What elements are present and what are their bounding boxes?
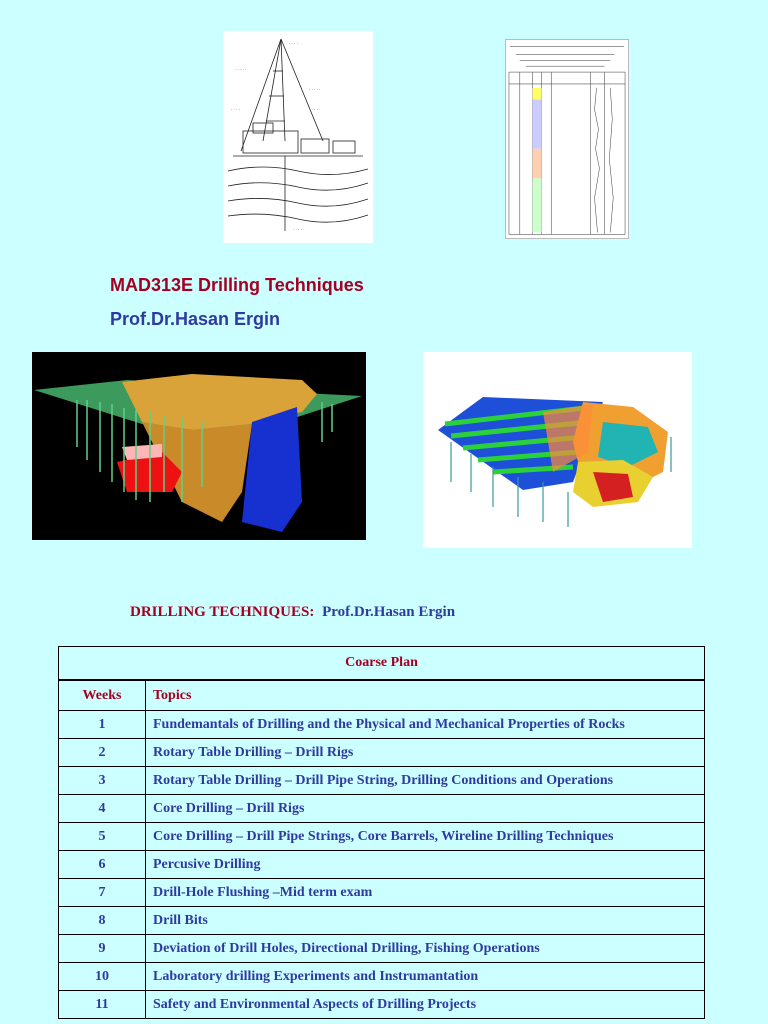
borehole-log-drawing	[506, 40, 628, 238]
column-header-weeks: Weeks	[59, 680, 146, 711]
week-number: 1	[59, 711, 146, 739]
table-title: Coarse Plan	[59, 647, 705, 681]
svg-text:· · · ·: · · · ·	[231, 107, 240, 112]
plan-caption	[130, 604, 455, 621]
week-topic: Safety and Environmental Aspects of Drilling Projects	[146, 991, 705, 1019]
week-number: 8	[59, 907, 146, 935]
week-topic: Fundemantals of Drilling and the Physical and Mechanical Properties of Rocks	[146, 711, 705, 739]
week-number: 4	[59, 795, 146, 823]
table-row	[59, 963, 705, 991]
column-header-topics: Topics	[146, 680, 705, 711]
table-row	[59, 823, 705, 851]
week-number: 7	[59, 879, 146, 907]
table-row	[59, 739, 705, 767]
borehole-log-image	[505, 39, 629, 239]
week-topic: Core Drilling – Drill Rigs	[146, 795, 705, 823]
svg-text:· · · ·: · · · ·	[289, 41, 298, 46]
week-topic: Laboratory drilling Experiments and Instrumantation	[146, 963, 705, 991]
table-row	[59, 879, 705, 907]
table-row	[59, 907, 705, 935]
week-topic: Drill-Hole Flushing –Mid term exam	[146, 879, 705, 907]
week-topic: Drill Bits	[146, 907, 705, 935]
week-number: 9	[59, 935, 146, 963]
week-number: 6	[59, 851, 146, 879]
plan-caption-instructor: Prof.Dr.Hasan Ergin	[322, 604, 456, 620]
week-topic: Rotary Table Drilling – Drill Pipe String, Drilling Conditions and Operations	[146, 767, 705, 795]
orebody-block-model-drawing	[423, 352, 692, 548]
week-number: 3	[59, 767, 146, 795]
week-topic: Deviation of Drill Holes, Directional Drilling, Fishing Operations	[146, 935, 705, 963]
week-number: 11	[59, 991, 146, 1019]
svg-text:· · · ·: · · · ·	[293, 227, 302, 232]
course-plan-table	[58, 646, 705, 1019]
table-row	[59, 795, 705, 823]
table-row	[59, 711, 705, 739]
table-header-row	[59, 680, 705, 711]
week-topic: Percusive Drilling	[146, 851, 705, 879]
table-row	[59, 767, 705, 795]
table-row	[59, 851, 705, 879]
week-number: 10	[59, 963, 146, 991]
week-topic: Rotary Table Drilling – Drill Rigs	[146, 739, 705, 767]
svg-text:· · · · ·: · · · · ·	[309, 87, 321, 92]
svg-text:· · · ·: · · · ·	[309, 107, 318, 112]
week-number: 5	[59, 823, 146, 851]
open-pit-model-drawing	[32, 352, 366, 540]
course-instructor: Prof.Dr.Hasan Ergin	[110, 309, 281, 329]
drilling-rig-sketch-drawing	[223, 31, 373, 243]
orebody-block-model-image	[423, 352, 692, 548]
open-pit-model-image	[32, 352, 366, 540]
week-topic: Core Drilling – Drill Pipe Strings, Core Barrels, Wireline Drilling Techniques	[146, 823, 705, 851]
week-number: 2	[59, 739, 146, 767]
table-row	[59, 935, 705, 963]
table-title-row	[59, 647, 705, 681]
svg-text:· · · · ·: · · · · ·	[235, 67, 247, 72]
drilling-rig-sketch-image	[223, 31, 373, 243]
course-title: MAD313E Drilling Techniques	[110, 275, 364, 295]
plan-caption-title: DRILLING TECHNIQUES:	[130, 604, 315, 620]
table-row	[59, 991, 705, 1019]
